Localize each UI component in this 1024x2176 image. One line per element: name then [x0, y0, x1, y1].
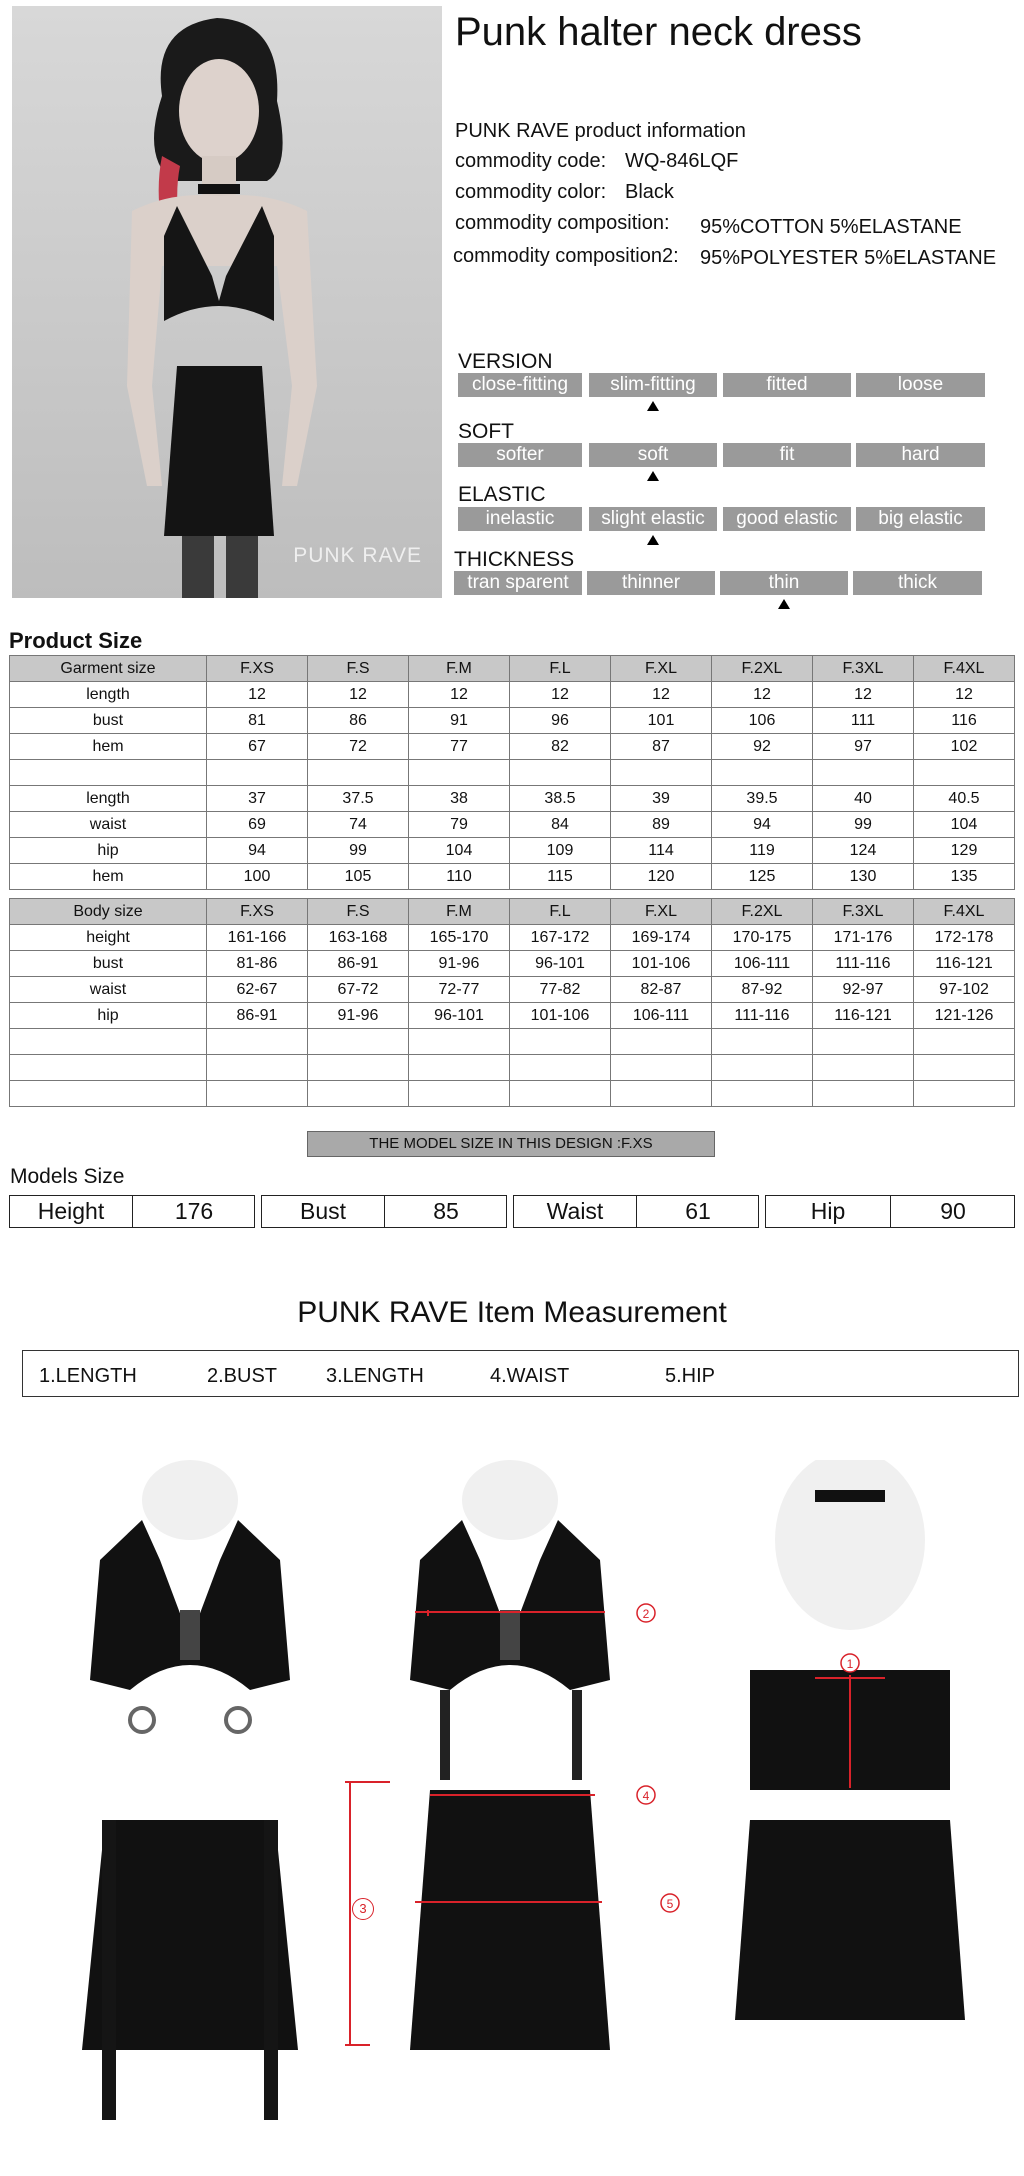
table-cell: 116-121 [914, 951, 1015, 977]
table-cell [914, 1055, 1015, 1081]
table-row [10, 760, 1015, 786]
table-column-header: F.S [308, 899, 409, 925]
table-cell: 115 [510, 864, 611, 890]
table-row [10, 951, 1015, 977]
table-cell [409, 1081, 510, 1107]
models-size-title: Models Size [10, 1165, 125, 1188]
table-cell: 106-111 [611, 1003, 712, 1029]
table-cell [308, 1029, 409, 1055]
elastic-selected-marker [647, 535, 659, 545]
table-cell: 62-67 [207, 977, 308, 1003]
table-column-header: F.M [409, 899, 510, 925]
table-cell: 86 [308, 708, 409, 734]
table-cell: 96-101 [510, 951, 611, 977]
table-cell: 40 [813, 786, 914, 812]
table-cell: 69 [207, 812, 308, 838]
marker-3: 3 [352, 1898, 374, 1920]
table-cell: 79 [409, 812, 510, 838]
table-column-header: F.4XL [914, 899, 1015, 925]
table-row-label [10, 760, 207, 786]
table-column-header: F.M [409, 656, 510, 682]
code-label: commodity code: [455, 150, 607, 172]
table-cell [813, 1029, 914, 1055]
body-size-table [9, 898, 1015, 1107]
table-cell [813, 1081, 914, 1107]
info-heading: PUNK RAVE product information [455, 120, 746, 142]
table-row-label [10, 1055, 207, 1081]
table-column-header: F.4XL [914, 656, 1015, 682]
table-cell: 12 [409, 682, 510, 708]
table-cell: 81-86 [207, 951, 308, 977]
table-cell: 37.5 [308, 786, 409, 812]
table-cell: 82-87 [611, 977, 712, 1003]
table-cell [712, 1081, 813, 1107]
table-cell: 91-96 [409, 951, 510, 977]
version-option: close-fitting [458, 373, 582, 397]
table-cell: 97-102 [914, 977, 1015, 1003]
table-cell: 84 [510, 812, 611, 838]
table-cell: 170-175 [712, 925, 813, 951]
table-cell: 89 [611, 812, 712, 838]
table-cell: 38 [409, 786, 510, 812]
marker-2: 2 [642, 1607, 650, 1621]
info-composition-row [455, 212, 962, 238]
table-cell: 171-176 [813, 925, 914, 951]
table-cell: 101-106 [510, 1003, 611, 1029]
table-row-label: hem [10, 734, 207, 760]
table-cell: 72 [308, 734, 409, 760]
version-option: slim-fitting [589, 373, 717, 397]
table-cell: 104 [409, 838, 510, 864]
table-cell: 12 [611, 682, 712, 708]
table-cell: 105 [308, 864, 409, 890]
garment-back-image [720, 1460, 980, 2060]
table-row-label [10, 1029, 207, 1055]
models-size-value: 61 [685, 1198, 711, 1224]
table-row [10, 786, 1015, 812]
table-cell [308, 760, 409, 786]
version-option: fitted [723, 373, 851, 397]
table-row [10, 1081, 1015, 1107]
table-row-label: bust [10, 951, 207, 977]
table-cell: 39.5 [712, 786, 813, 812]
table-cell: 109 [510, 838, 611, 864]
table-cell [207, 760, 308, 786]
table-cell: 81 [207, 708, 308, 734]
models-size-waist [513, 1195, 759, 1228]
table-cell: 67-72 [308, 977, 409, 1003]
table-column-header: F.S [308, 656, 409, 682]
elastic-option: slight elastic [589, 507, 717, 531]
soft-option: fit [723, 443, 851, 467]
thickness-label: THICKNESS [454, 548, 575, 571]
marker-5: 5 [666, 1897, 674, 1911]
table-cell: 77 [409, 734, 510, 760]
table-row [10, 812, 1015, 838]
table-cell [914, 1029, 1015, 1055]
table-cell: 124 [813, 838, 914, 864]
table-cell [409, 760, 510, 786]
table-cell: 116-121 [813, 1003, 914, 1029]
table-cell: 120 [611, 864, 712, 890]
soft-option: hard [856, 443, 985, 467]
measurement-item: 1.LENGTH [39, 1365, 137, 1387]
table-cell: 96 [510, 708, 611, 734]
table-row-header: Body size [10, 899, 207, 925]
table-row-label: height [10, 925, 207, 951]
table-cell [207, 1029, 308, 1055]
model-size-note: THE MODEL SIZE IN THIS DESIGN :F.XS [307, 1131, 715, 1157]
table-cell: 97 [813, 734, 914, 760]
table-cell: 77-82 [510, 977, 611, 1003]
table-row [10, 864, 1015, 890]
color-value: Black [625, 181, 674, 203]
table-row [10, 708, 1015, 734]
table-row [10, 734, 1015, 760]
table-cell: 86-91 [308, 951, 409, 977]
table-cell [611, 1055, 712, 1081]
table-cell [409, 1029, 510, 1055]
table-column-header: F.XS [207, 899, 308, 925]
measurement-item: 2.BUST [207, 1365, 278, 1387]
elastic-option: inelastic [458, 507, 582, 531]
soft-selected-marker [647, 471, 659, 481]
composition-label: commodity composition: [455, 212, 670, 234]
models-size-label: Bust [299, 1198, 347, 1224]
table-cell: 12 [813, 682, 914, 708]
thickness-selected-marker [778, 599, 790, 609]
models-size-value: 85 [433, 1198, 459, 1224]
table-cell: 39 [611, 786, 712, 812]
table-cell: 12 [207, 682, 308, 708]
marker-4: 4 [642, 1789, 650, 1803]
models-size-value: 176 [174, 1198, 214, 1224]
thickness-option: thinner [587, 571, 715, 595]
table-cell [712, 760, 813, 786]
table-column-header: F.2XL [712, 899, 813, 925]
version-option: loose [856, 373, 985, 397]
models-size-label: Hip [810, 1198, 846, 1224]
table-column-header: F.L [510, 656, 611, 682]
info-composition2-row [453, 245, 997, 269]
garment-size-table [9, 655, 1015, 890]
composition2-value: 95%POLYESTER 5%ELASTANE [700, 247, 997, 269]
product-size-title: Product Size [9, 628, 143, 653]
table-cell: 101 [611, 708, 712, 734]
table-row-header: Garment size [10, 656, 207, 682]
elastic-option: good elastic [723, 507, 851, 531]
table-row-label: length [10, 682, 207, 708]
table-row-label: hip [10, 838, 207, 864]
table-cell: 74 [308, 812, 409, 838]
table-row [10, 977, 1015, 1003]
table-row [10, 682, 1015, 708]
table-row-label: waist [10, 812, 207, 838]
table-cell: 161-166 [207, 925, 308, 951]
table-cell: 106 [712, 708, 813, 734]
table-cell: 165-170 [409, 925, 510, 951]
elastic-option: big elastic [856, 507, 985, 531]
table-cell [712, 1055, 813, 1081]
table-row-label: waist [10, 977, 207, 1003]
table-cell: 163-168 [308, 925, 409, 951]
table-cell [712, 1029, 813, 1055]
table-cell [914, 760, 1015, 786]
table-cell [308, 1055, 409, 1081]
table-cell: 12 [914, 682, 1015, 708]
soft-option: softer [458, 443, 582, 467]
table-cell: 102 [914, 734, 1015, 760]
models-size-value: 90 [940, 1198, 966, 1224]
product-title: Punk halter neck dress [455, 10, 862, 54]
info-code-row [455, 150, 739, 173]
table-cell: 94 [712, 812, 813, 838]
table-cell: 12 [510, 682, 611, 708]
table-cell: 110 [409, 864, 510, 890]
table-cell: 130 [813, 864, 914, 890]
table-column-header: F.XS [207, 656, 308, 682]
table-cell: 100 [207, 864, 308, 890]
table-cell [510, 1055, 611, 1081]
table-cell: 37 [207, 786, 308, 812]
table-cell: 119 [712, 838, 813, 864]
model-photo [12, 6, 442, 598]
table-cell [207, 1081, 308, 1107]
soft-option: soft [589, 443, 717, 467]
table-cell: 106-111 [712, 951, 813, 977]
models-size-label: Waist [546, 1198, 604, 1224]
version-label: VERSION [458, 350, 553, 373]
table-cell: 116 [914, 708, 1015, 734]
table-row-label: bust [10, 708, 207, 734]
table-cell: 12 [712, 682, 813, 708]
info-color-row [455, 181, 674, 204]
composition2-label: commodity composition2: [453, 245, 679, 267]
table-cell: 111-116 [813, 951, 914, 977]
models-size-bust [261, 1195, 507, 1228]
table-cell: 172-178 [914, 925, 1015, 951]
table-cell [813, 760, 914, 786]
table-cell: 96-101 [409, 1003, 510, 1029]
table-cell: 72-77 [409, 977, 510, 1003]
measurement-item: 3.LENGTH [326, 1365, 424, 1387]
table-row [10, 1029, 1015, 1055]
table-cell: 91-96 [308, 1003, 409, 1029]
table-cell: 91 [409, 708, 510, 734]
table-row [10, 1003, 1015, 1029]
table-cell: 101-106 [611, 951, 712, 977]
soft-label: SOFT [458, 420, 514, 443]
models-size-label: Height [37, 1198, 105, 1224]
table-cell: 40.5 [914, 786, 1015, 812]
table-cell [611, 760, 712, 786]
table-cell: 169-174 [611, 925, 712, 951]
version-selected-marker [647, 401, 659, 411]
garment-front-image [60, 1460, 320, 2160]
table-cell: 67 [207, 734, 308, 760]
table-cell: 86-91 [207, 1003, 308, 1029]
models-size-height [9, 1195, 255, 1228]
table-cell: 87 [611, 734, 712, 760]
table-cell: 104 [914, 812, 1015, 838]
table-cell: 111-116 [712, 1003, 813, 1029]
table-cell: 99 [813, 812, 914, 838]
table-cell: 92 [712, 734, 813, 760]
table-row-label: hip [10, 1003, 207, 1029]
table-column-header: F.L [510, 899, 611, 925]
table-cell [813, 1055, 914, 1081]
garment-measured-image [340, 1460, 680, 2160]
table-cell: 94 [207, 838, 308, 864]
table-row [10, 925, 1015, 951]
table-cell: 129 [914, 838, 1015, 864]
table-column-header: F.2XL [712, 656, 813, 682]
composition-value: 95%COTTON 5%ELASTANE [700, 216, 962, 238]
table-row-label: length [10, 786, 207, 812]
table-cell: 114 [611, 838, 712, 864]
table-cell: 87-92 [712, 977, 813, 1003]
table-row-label [10, 1081, 207, 1107]
table-column-header: F.XL [611, 656, 712, 682]
table-cell [611, 1081, 712, 1107]
color-label: commodity color: [455, 181, 607, 203]
table-column-header: F.XL [611, 899, 712, 925]
thickness-option: thick [853, 571, 982, 595]
table-cell: 135 [914, 864, 1015, 890]
table-cell [510, 760, 611, 786]
measurement-legend [22, 1350, 1019, 1397]
table-cell: 92-97 [813, 977, 914, 1003]
table-cell: 125 [712, 864, 813, 890]
table-cell [914, 1081, 1015, 1107]
table-cell: 82 [510, 734, 611, 760]
elastic-label: ELASTIC [458, 483, 546, 506]
table-row [10, 838, 1015, 864]
table-cell: 12 [308, 682, 409, 708]
measurement-item: 4.WAIST [490, 1365, 570, 1387]
table-cell [207, 1055, 308, 1081]
thickness-option: tran sparent [454, 571, 582, 595]
table-cell: 111 [813, 708, 914, 734]
table-cell [611, 1029, 712, 1055]
table-cell: 38.5 [510, 786, 611, 812]
table-cell [409, 1055, 510, 1081]
models-size-hip [765, 1195, 1015, 1228]
table-cell: 121-126 [914, 1003, 1015, 1029]
marker-1: 1 [846, 1657, 854, 1671]
measurement-item: 5.HIP [665, 1365, 716, 1387]
table-column-header: F.3XL [813, 899, 914, 925]
table-row-label: hem [10, 864, 207, 890]
table-cell: 99 [308, 838, 409, 864]
code-value: WQ-846LQF [625, 150, 739, 172]
table-cell [308, 1081, 409, 1107]
table-column-header: F.3XL [813, 656, 914, 682]
table-cell [510, 1029, 611, 1055]
table-cell: 167-172 [510, 925, 611, 951]
measurement-title: PUNK RAVE Item Measurement [297, 1296, 727, 1329]
table-cell [510, 1081, 611, 1107]
thickness-option: thin [720, 571, 848, 595]
table-row [10, 1055, 1015, 1081]
watermark-text: PUNK RAVE [293, 544, 422, 567]
